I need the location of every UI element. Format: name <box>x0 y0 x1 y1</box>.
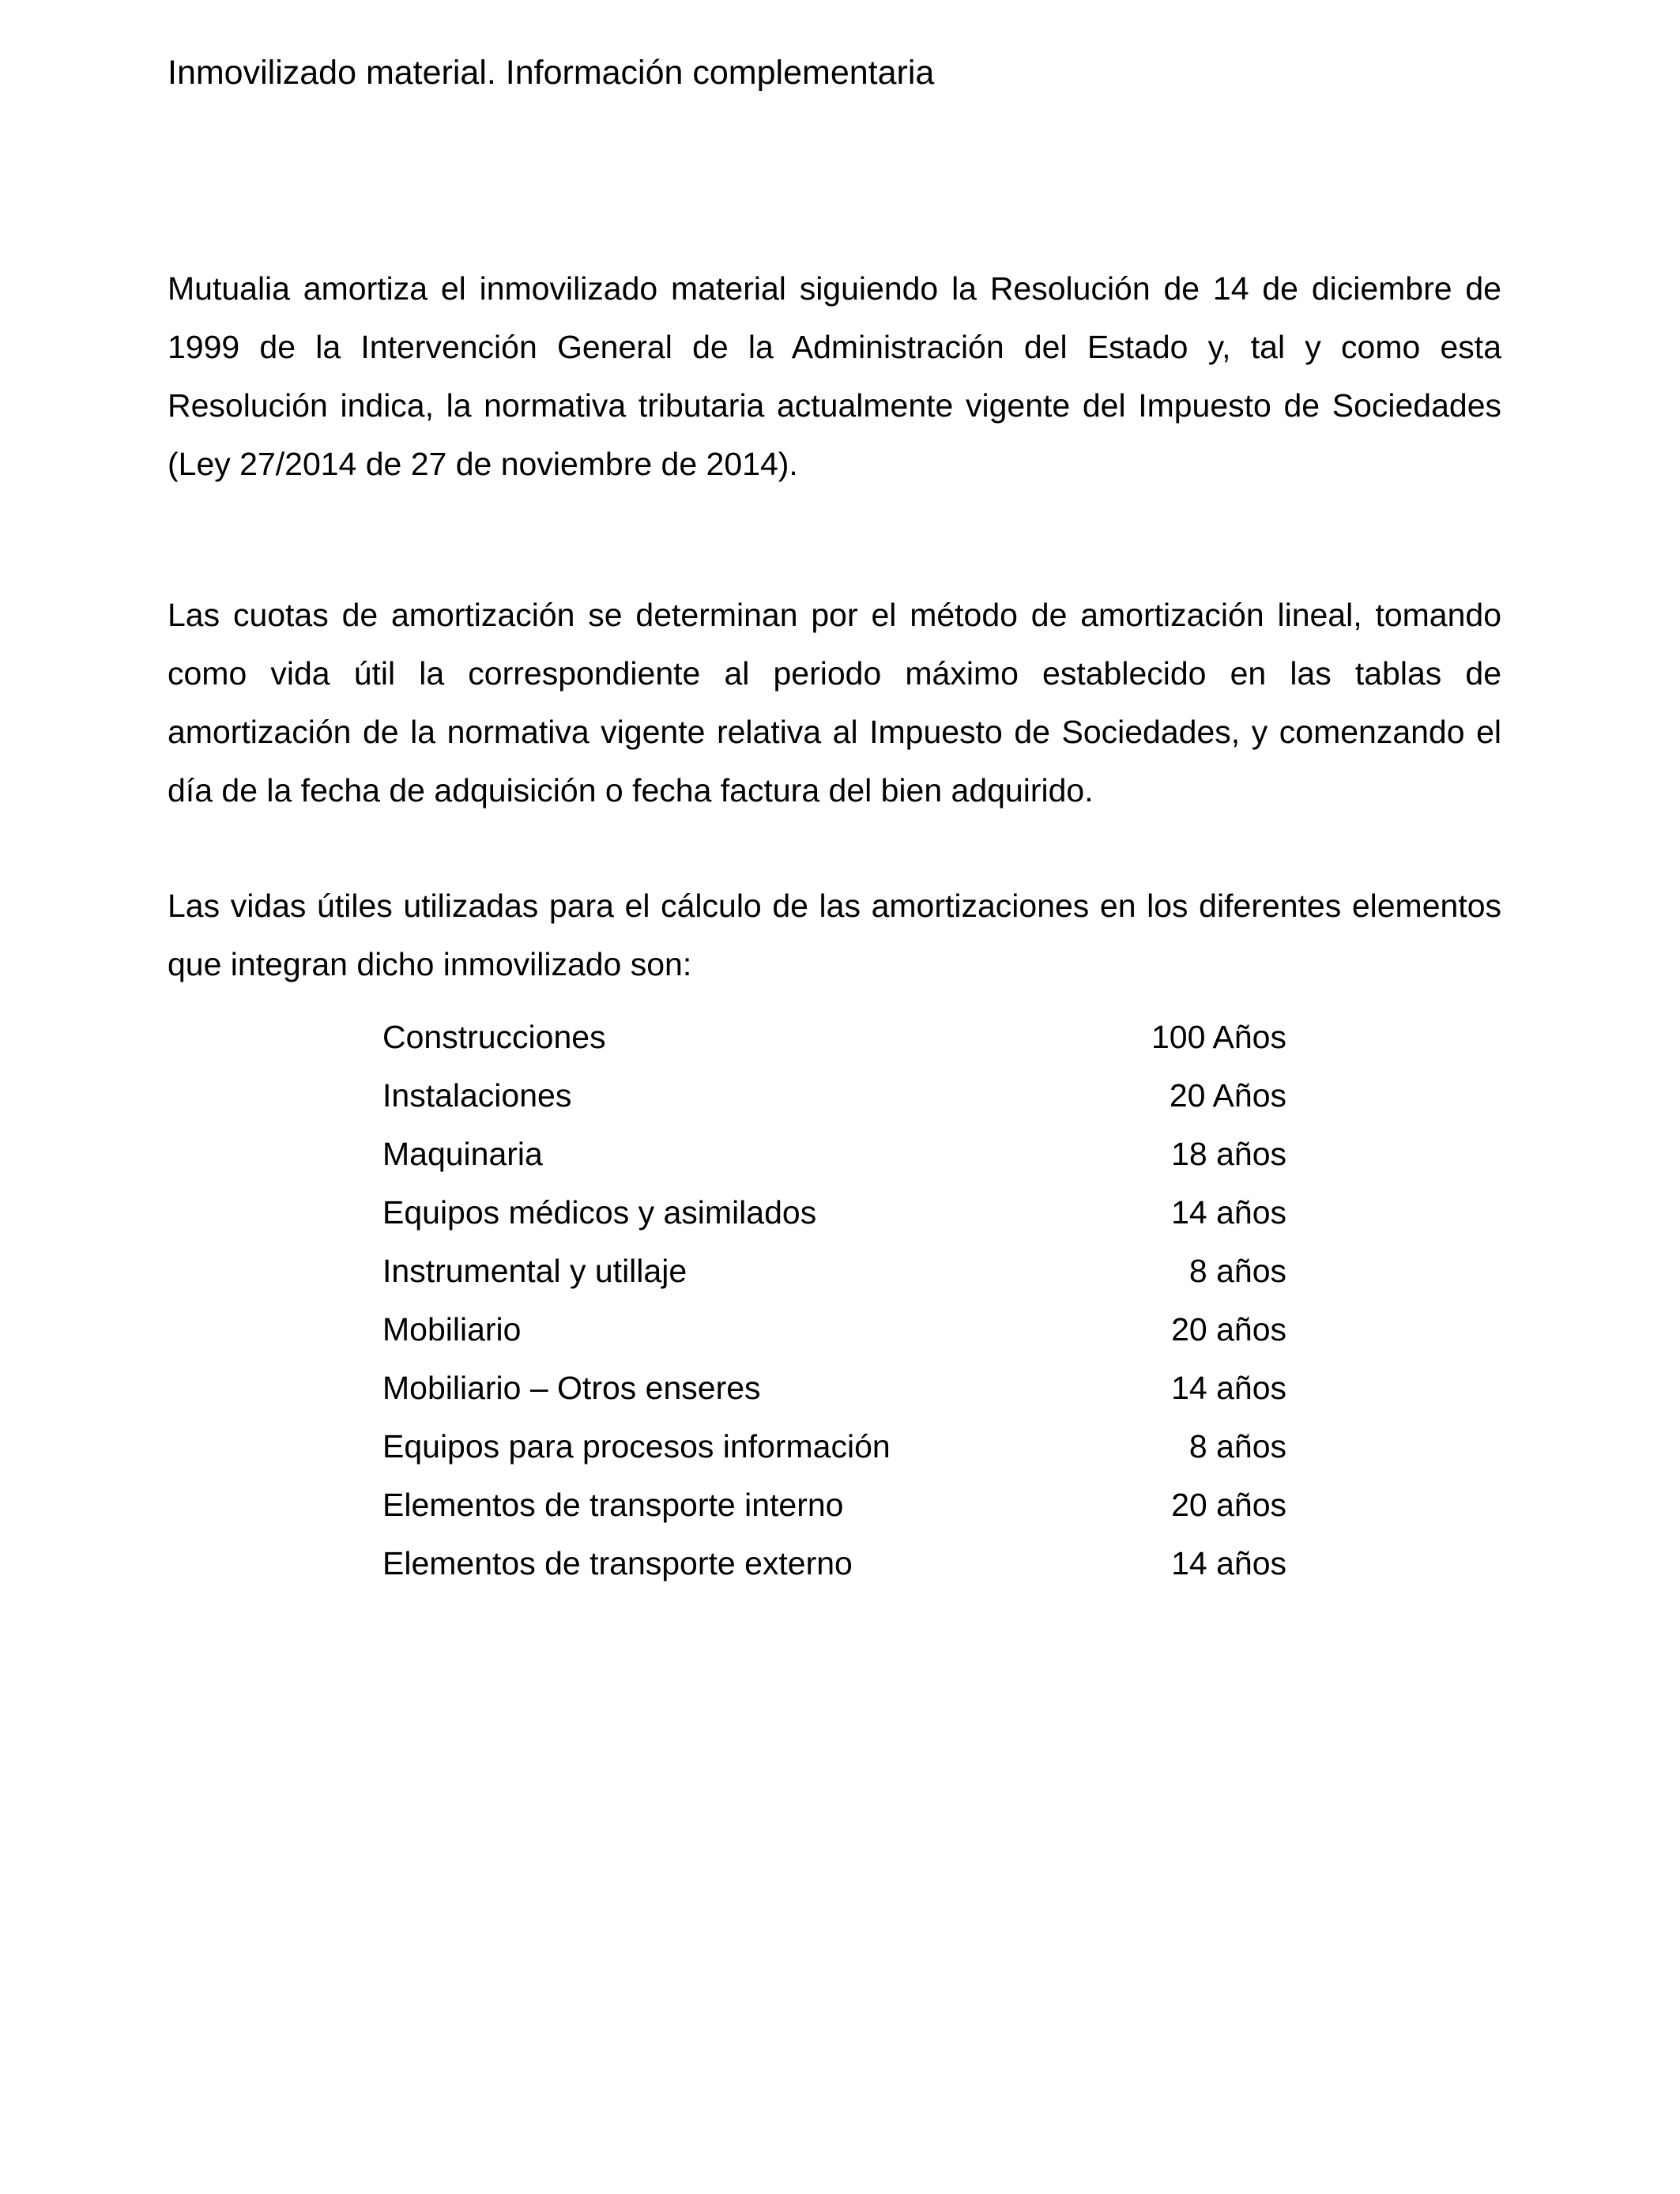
table-row <box>382 1300 1286 1359</box>
table-row <box>382 1183 1286 1242</box>
paragraph-resolution: Mutualia amortiza el inmovilizado material siguiendo la Resolución de 14 de diciembre de 1999 de la Intervención General de la Administración del Estado y, tal y como esta Resolución indica, la normativa tributaria actualmente vigente del Impuesto de Sociedades (Ley 27/2014 de 27 de noviembre de 2014). <box>168 270 1501 482</box>
useful-lives-table <box>382 1008 1286 1593</box>
asset-name: Equipos para procesos información <box>382 1428 891 1465</box>
table-row <box>382 1359 1286 1417</box>
useful-life-years: 20 años <box>1171 1311 1286 1348</box>
table-row <box>382 1008 1286 1066</box>
table-row <box>382 1534 1286 1593</box>
asset-name: Maquinaria <box>382 1136 543 1172</box>
asset-name: Equipos médicos y asimilados <box>382 1194 817 1231</box>
table-row <box>382 1125 1286 1183</box>
table-row <box>382 1476 1286 1534</box>
paragraph-amortization-method: Las cuotas de amortización se determinan por el método de amortización lineal, tomando como vida útil la correspondiente al periodo máximo establecido en las tablas de amortización de la normativa vigente relativa al Impuesto de Sociedades, y comenzando el día de la fecha de adquisición o fecha factura del bien adquirido. <box>168 597 1501 809</box>
table-row <box>382 1242 1286 1300</box>
useful-life-years: 8 años <box>1188 1253 1286 1289</box>
asset-name: Elementos de transporte interno <box>382 1487 844 1523</box>
table-row <box>382 1066 1286 1125</box>
asset-name: Elementos de transporte externo <box>382 1545 853 1581</box>
asset-name: Instrumental y utillaje <box>382 1253 687 1289</box>
useful-life-years: 20 Años <box>1169 1077 1286 1114</box>
useful-life-years: 8 años <box>1188 1428 1286 1465</box>
useful-life-years: 14 años <box>1171 1545 1286 1581</box>
page-title: Inmovilizado material. Información complementaria <box>168 54 935 92</box>
table-row <box>382 1417 1286 1476</box>
useful-life-years: 100 Años <box>1151 1019 1286 1055</box>
useful-life-years: 14 años <box>1171 1370 1286 1406</box>
asset-name: Instalaciones <box>382 1077 572 1114</box>
useful-life-years: 14 años <box>1171 1194 1286 1231</box>
asset-name: Construcciones <box>382 1019 606 1055</box>
paragraph-useful-lives-intro: Las vidas útiles utilizadas para el cálculo de las amortizaciones en los diferentes elementos que integran dicho inmovilizado son: <box>168 888 1501 982</box>
asset-name: Mobiliario – Otros enseres <box>382 1370 761 1406</box>
useful-life-years: 18 años <box>1171 1136 1286 1172</box>
useful-life-years: 20 años <box>1171 1487 1286 1523</box>
asset-name: Mobiliario <box>382 1311 522 1348</box>
